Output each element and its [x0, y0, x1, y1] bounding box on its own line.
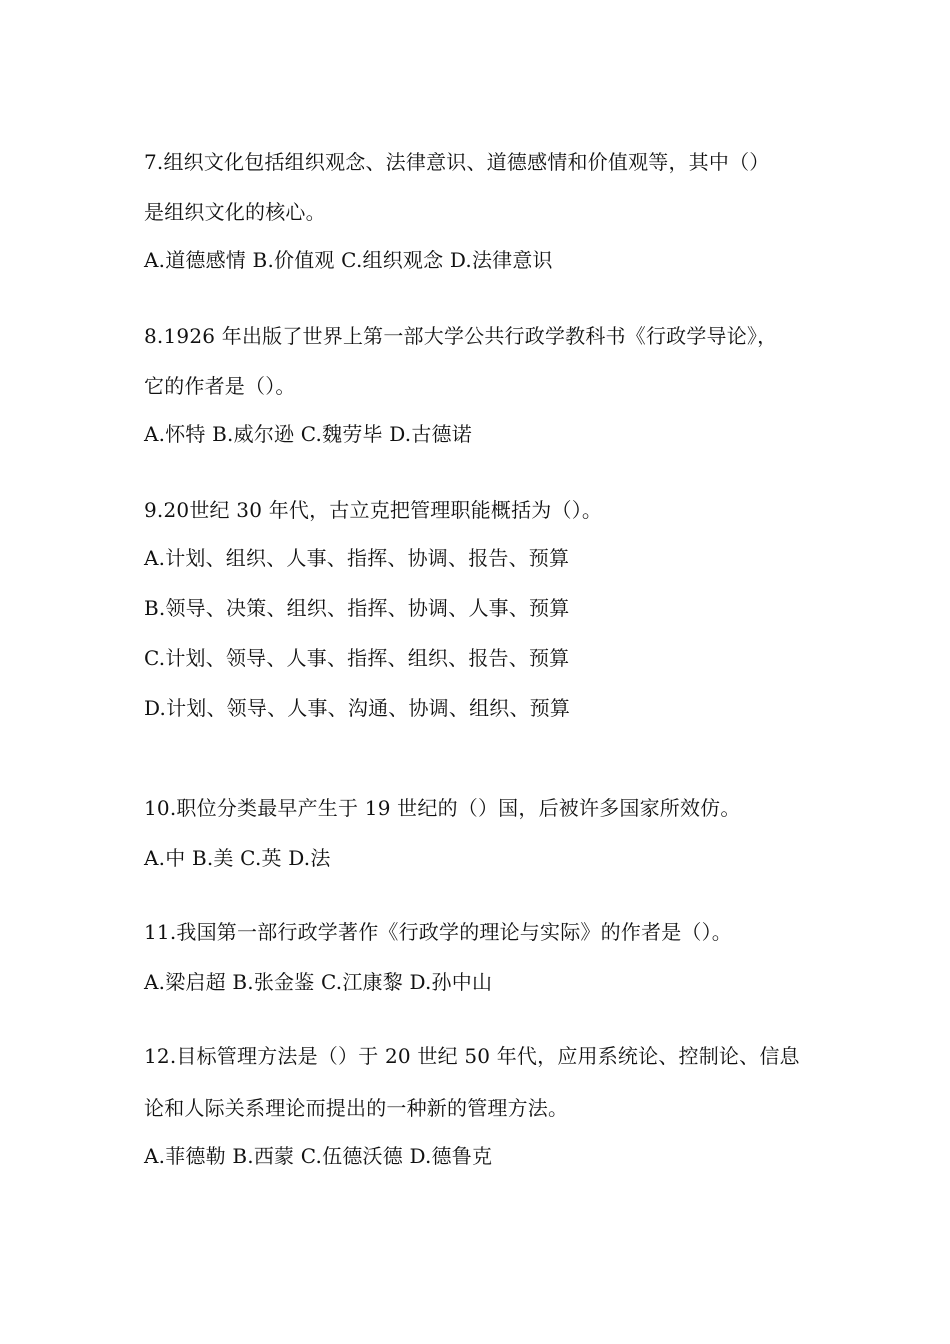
question-12-stem-line-2: 论和人际关系理论而提出的一种新的管理方法。 [144, 1096, 569, 1120]
question-9-option-a: A.计划、组织、人事、指挥、协调、报告、预算 [144, 546, 570, 570]
question-8-stem-line-2: 它的作者是（）。 [144, 374, 296, 398]
question-8-stem-line-1: 8.1926 年出版了世界上第一部大学公共行政学教科书《行政学导论》， [144, 324, 778, 348]
question-7-stem-line-1: 7.组织文化包括组织观念、法律意识、道德感情和价值观等，其中（） [144, 150, 770, 174]
question-9-stem-line-1: 9.20世纪 30 年代，古立克把管理职能概括为（）。 [144, 498, 603, 522]
question-12-options: A.菲德勒 B.西蒙 C.伍德沃德 D.德鲁克 [144, 1144, 493, 1168]
question-7-stem-line-2: 是组织文化的核心。 [144, 200, 326, 224]
question-8-options: A.怀特 B.威尔逊 C.魏劳毕 D.古德诺 [144, 422, 472, 446]
question-10-stem-line-1: 10.职位分类最早产生于 19 世纪的（）国，后被许多国家所效仿。 [144, 796, 741, 820]
question-9-option-b: B.领导、决策、组织、指挥、协调、人事、预算 [144, 596, 570, 620]
question-12-stem-line-1: 12.目标管理方法是（）于 20 世纪 50 年代，应用系统论、控制论、信息 [144, 1044, 800, 1068]
question-10-options: A.中 B.美 C.英 D.法 [144, 846, 331, 870]
question-9-option-c: C.计划、领导、人事、指挥、组织、报告、预算 [144, 646, 570, 670]
question-7-options: A.道德感情 B.价值观 C.组织观念 D.法律意识 [144, 248, 553, 272]
question-11-options: A.梁启超 B.张金鉴 C.江康黎 D.孙中山 [144, 970, 493, 994]
question-11-stem-line-1: 11.我国第一部行政学著作《行政学的理论与实际》的作者是（）。 [144, 920, 733, 944]
question-9-option-d: D.计划、领导、人事、沟通、协调、组织、预算 [144, 696, 571, 720]
